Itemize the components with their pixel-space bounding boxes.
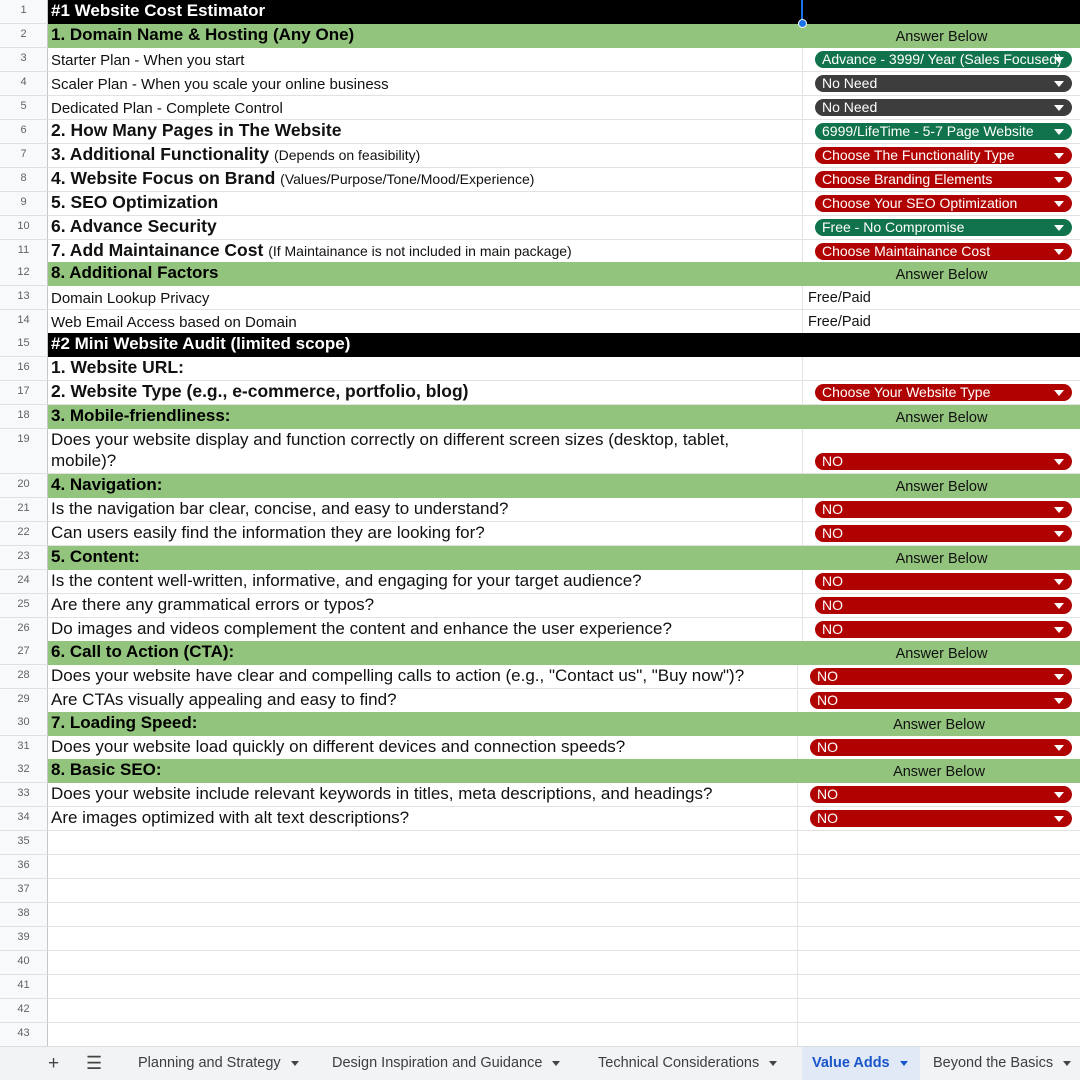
sheet-row [0,879,1080,903]
cell-a[interactable] [48,689,798,713]
cell-b[interactable] [803,357,1080,381]
dropdown-chip[interactable] [815,384,1072,401]
cell-a[interactable] [48,975,798,999]
cell-text: Are CTAs visually appealing and easy to find? [51,690,397,709]
cell-b[interactable] [803,333,1080,357]
cell-b[interactable] [803,618,1080,642]
tab-design-inspiration[interactable]: Design Inspiration and Guidance [322,1047,580,1080]
sheet-row [0,783,1080,807]
chevron-down-icon [1054,57,1064,63]
cell-a[interactable] [48,879,798,903]
cell-b[interactable] [803,381,1080,405]
row-number[interactable]: 14 [0,310,48,334]
row-number[interactable]: 43 [0,1023,48,1048]
dropdown-chip[interactable] [815,195,1072,212]
cell-b[interactable] [798,951,1080,975]
cell-text: Can users easily find the information they are looking for? [51,523,485,542]
chevron-down-icon [1054,507,1064,513]
cell-a[interactable] [48,665,798,689]
row-number[interactable]: 1 [0,0,48,24]
cell-b[interactable] [803,72,1080,96]
cell-b[interactable] [798,903,1080,927]
dropdown-chip[interactable] [810,810,1072,827]
row-number[interactable]: 16 [0,357,48,381]
sheet-row [0,712,1080,736]
cell-text: Domain Lookup Privacy [51,290,210,307]
sheet-row [0,286,1080,310]
cell-b[interactable] [803,240,1080,264]
sheet-row [0,240,1080,264]
chevron-down-icon [1054,249,1064,255]
chevron-down-icon [1054,792,1064,798]
dropdown-value: Free - No Compromise [822,219,965,235]
sheet-row [0,24,1080,48]
chevron-down-icon [1063,1061,1071,1066]
chevron-down-icon [1054,745,1064,751]
chevron-down-icon [1054,390,1064,396]
sheet-row [0,333,1080,357]
cell-text: 3. Additional Functionality (Depends on feasibility) [51,144,421,164]
row-number[interactable]: 34 [0,807,48,831]
row-number[interactable]: 36 [0,855,48,879]
dropdown-value: No Need [822,75,878,91]
cell-b[interactable] [803,570,1080,594]
chevron-down-icon [1054,177,1064,183]
answer-below-label: Answer Below [895,646,988,662]
row-number[interactable]: 21 [0,498,48,522]
cell-text: 6. Call to Action (CTA): [51,642,235,661]
dropdown-chip[interactable] [815,453,1072,470]
cell-a[interactable] [48,1023,798,1048]
cell-text: Do images and videos complement the content and enhance the user experience? [51,619,672,638]
cell-text: 1. Domain Name & Hosting (Any One) [51,25,355,44]
sheet-row [0,641,1080,665]
cell-note: (Depends on feasibility) [273,147,421,163]
dropdown-chip[interactable] [815,243,1072,260]
answer-below-label: Answer Below [893,717,985,733]
dropdown-chip[interactable] [810,739,1072,756]
cell-b[interactable] [798,975,1080,999]
dropdown-chip[interactable] [815,75,1072,92]
dropdown-value: NO [817,810,838,826]
cell-a[interactable] [48,168,803,192]
row-number[interactable]: 15 [0,333,48,357]
row-number[interactable]: 40 [0,951,48,975]
answer-below-label: Answer Below [895,267,988,283]
chevron-down-icon [1054,153,1064,159]
plus-icon[interactable]: + [48,1053,60,1074]
dropdown-value: Choose Your SEO Optimization [822,195,1018,211]
cell-a[interactable] [48,736,798,760]
cell-b[interactable] [803,546,1080,570]
row-number[interactable]: 2 [0,24,48,48]
row-number[interactable]: 33 [0,783,48,807]
sheet-tab-bar [0,1046,1080,1080]
dropdown-chip[interactable] [815,51,1072,68]
sheet-row [0,618,1080,642]
cell-b[interactable] [803,262,1080,286]
sheet-row [0,120,1080,144]
chevron-down-icon [1054,459,1064,465]
chevron-down-icon [1054,627,1064,633]
cell-b[interactable] [803,120,1080,144]
dropdown-chip[interactable] [810,692,1072,709]
chevron-down-icon [1054,105,1064,111]
sheet-row [0,736,1080,760]
cell-text: Are images optimized with alt text descriptions? [51,808,410,827]
cell-text: 5. Content: [51,547,140,566]
dropdown-value: NO [822,501,843,517]
tab-technical-considerations[interactable]: Technical Considerations [588,1047,798,1080]
chevron-down-icon [1054,81,1064,87]
cell-text: 2. How Many Pages in The Website [51,120,342,140]
dropdown-chip[interactable] [815,525,1072,542]
row-number[interactable]: 3 [0,48,48,72]
dropdown-value: NO [822,453,843,469]
cell-b[interactable] [803,144,1080,168]
dropdown-chip[interactable] [815,621,1072,638]
cell-a[interactable] [48,903,798,927]
answer-below-label: Answer Below [895,29,988,45]
dropdown-chip[interactable] [815,171,1072,188]
cell-b[interactable] [803,48,1080,72]
row-number[interactable]: 41 [0,975,48,999]
cell-b[interactable] [798,689,1080,713]
dropdown-value: NO [817,692,838,708]
dropdown-value: NO [822,525,843,541]
dropdown-chip[interactable] [810,786,1072,803]
row-number[interactable]: 17 [0,381,48,405]
cell-text: Scaler Plan - When you scale your online business [51,76,389,93]
dropdown-value: NO [817,668,838,684]
row-number[interactable]: 38 [0,903,48,927]
sheet-row [0,262,1080,286]
selection-fill-handle[interactable] [798,19,807,28]
sheet-row [0,381,1080,405]
answer-below-label: Answer Below [895,551,988,567]
sheet-row [0,689,1080,713]
cell-text: Does your website load quickly on different devices and connection speeds? [51,737,626,756]
sheet-row [0,951,1080,975]
sheet-row [0,975,1080,999]
chevron-down-icon [552,1061,560,1066]
cell-text: 3. Mobile-friendliness: [51,406,231,425]
cell-b[interactable] [803,429,1080,474]
dropdown-value: No Need [822,99,878,115]
dropdown-value: Advance - 3999/ Year (Sales Focused) [822,51,1062,67]
cell-b[interactable] [798,736,1080,760]
cell-b[interactable] [803,0,1080,24]
sheet-row [0,570,1080,594]
cell-text: #1 Website Cost Estimator [51,1,266,20]
cell-a[interactable] [48,144,803,168]
sheet-row [0,168,1080,192]
chevron-down-icon [1054,674,1064,680]
dropdown-value: NO [817,739,838,755]
cell-text: Is the content well-written, informative, and engaging for your target audience? [51,571,642,590]
cell-a[interactable] [48,48,803,72]
row-number[interactable]: 29 [0,689,48,713]
dropdown-value: Choose Your Website Type [822,384,991,400]
sheet-row [0,522,1080,546]
row-number[interactable]: 5 [0,96,48,120]
cell-b[interactable] [803,474,1080,498]
cell-text: Dedicated Plan - Complete Control [51,100,283,117]
cell-a[interactable] [48,831,798,855]
row-number[interactable]: 27 [0,641,48,665]
list-icon[interactable]: ☰ [86,1053,103,1073]
cell-text: Does your website have clear and compelling calls to action (e.g., "Contact us", "Buy now")? [51,666,745,685]
sheet-row [0,429,1080,474]
cell-a[interactable] [48,240,803,264]
cell-a[interactable] [48,712,798,736]
dropdown-value: NO [822,621,843,637]
sheet-row [0,474,1080,498]
cell-text: Web Email Access based on Domain [51,314,297,331]
row-number[interactable]: 39 [0,927,48,951]
cell-a[interactable] [48,357,803,381]
cell-a[interactable] [48,951,798,975]
cell-a[interactable] [48,0,803,24]
row-number[interactable]: 31 [0,736,48,760]
cell-b[interactable] [803,522,1080,546]
row-number[interactable]: 12 [0,262,48,286]
cell-text: #2 Mini Website Audit (limited scope) [51,334,351,353]
answer-below-label: Answer Below [895,479,988,495]
cell-b[interactable] [803,405,1080,429]
cell-a[interactable] [48,594,803,618]
dropdown-value: NO [817,786,838,802]
cell-text: 7. Add Maintainance Cost (If Maintainance is not included in main package) [51,240,572,260]
cell-b[interactable] [798,879,1080,903]
cell-a[interactable] [48,333,803,357]
sheet-row [0,546,1080,570]
chevron-down-icon [1054,129,1064,135]
value-text: Free/Paid [808,290,871,306]
cell-a[interactable] [48,783,798,807]
dropdown-chip[interactable] [815,99,1072,116]
cell-a[interactable] [48,405,803,429]
row-number[interactable]: 13 [0,286,48,310]
cell-a[interactable] [48,999,798,1023]
row-number[interactable]: 11 [0,240,48,264]
cell-a[interactable] [48,96,803,120]
cell-b[interactable] [803,310,1080,334]
cell-a[interactable] [48,192,803,216]
chevron-down-icon [1054,531,1064,537]
chevron-down-icon [1054,579,1064,585]
chevron-down-icon [1054,698,1064,704]
row-number[interactable]: 19 [0,429,48,474]
row-number[interactable]: 23 [0,546,48,570]
sheet-row [0,96,1080,120]
chevron-down-icon [900,1061,908,1066]
dropdown-chip[interactable] [810,668,1072,685]
dropdown-value: Choose The Functionality Type [822,147,1015,163]
row-number[interactable]: 6 [0,120,48,144]
dropdown-chip[interactable] [815,123,1072,140]
cell-note: (If Maintainance is not included in main package) [268,243,572,259]
dropdown-value: Choose Maintainance Cost [822,243,991,259]
sheet-row [0,903,1080,927]
sheet-row [0,144,1080,168]
dropdown-chip[interactable] [815,501,1072,518]
cell-b[interactable] [798,807,1080,831]
sheet-row [0,927,1080,951]
cell-b[interactable] [798,855,1080,879]
cell-b[interactable] [798,927,1080,951]
cell-a[interactable] [48,24,803,48]
cell-a[interactable] [48,120,803,144]
row-number[interactable]: 25 [0,594,48,618]
cell-a[interactable] [48,522,803,546]
cell-b[interactable] [798,759,1080,783]
chevron-down-icon [1054,816,1064,822]
row-number[interactable]: 18 [0,405,48,429]
cell-a[interactable] [48,641,803,665]
sheet-row [0,0,1080,24]
sheet-row [0,1023,1080,1048]
value-text: Free/Paid [808,314,871,330]
cell-a[interactable] [48,927,798,951]
cell-text: 8. Basic SEO: [51,760,162,779]
row-number[interactable]: 32 [0,759,48,783]
row-number[interactable]: 42 [0,999,48,1023]
cell-a[interactable] [48,498,803,522]
dropdown-value: NO [822,597,843,613]
row-number[interactable]: 4 [0,72,48,96]
cell-b[interactable] [803,192,1080,216]
chevron-down-icon [291,1061,299,1066]
sheet-row [0,310,1080,334]
cell-a[interactable] [48,618,803,642]
cell-a[interactable] [48,570,803,594]
sheet-row [0,216,1080,240]
cell-a[interactable] [48,216,803,240]
row-number[interactable]: 20 [0,474,48,498]
sheet-row [0,405,1080,429]
cell-text: Are there any grammatical errors or typos? [51,595,375,614]
cell-text: 6. Advance Security [51,216,217,236]
dropdown-chip[interactable] [815,597,1072,614]
cell-text: 5. SEO Optimization [51,192,219,212]
dropdown-chip[interactable] [815,219,1072,236]
sheet-row [0,357,1080,381]
cell-a[interactable] [48,759,798,783]
cell-b[interactable] [798,831,1080,855]
sheet-row [0,807,1080,831]
row-number[interactable]: 24 [0,570,48,594]
cell-b[interactable] [798,665,1080,689]
row-number[interactable]: 28 [0,665,48,689]
tab-planning-and-strategy[interactable]: Planning and Strategy [128,1047,314,1080]
cell-text: 4. Website Focus on Brand (Values/Purpose/Tone/Mood/Experience) [51,168,535,188]
cell-b[interactable] [803,216,1080,240]
row-number[interactable]: 30 [0,712,48,736]
cell-a[interactable] [48,855,798,879]
sheet-row [0,759,1080,783]
chevron-down-icon [1054,225,1064,231]
cell-b[interactable] [803,168,1080,192]
dropdown-chip[interactable] [815,147,1072,164]
cell-text: Starter Plan - When you start [51,52,245,69]
cell-b[interactable] [803,96,1080,120]
row-number[interactable]: 37 [0,879,48,903]
cell-a[interactable] [48,286,803,310]
cell-b[interactable] [803,594,1080,618]
cell-b[interactable] [798,1023,1080,1048]
chevron-down-icon [1054,201,1064,207]
row-number[interactable]: 8 [0,168,48,192]
sheet-row [0,594,1080,618]
chevron-down-icon [769,1061,777,1066]
cell-a[interactable] [48,429,803,474]
row-number[interactable]: 35 [0,831,48,855]
cell-a[interactable] [48,262,803,286]
row-number[interactable]: 9 [0,192,48,216]
sheet-row [0,855,1080,879]
answer-below-label: Answer Below [895,410,988,426]
sheet-row [0,831,1080,855]
cell-text: Does your website display and function correctly on different screen sizes (desktop, tablet, mobile)? [51,430,730,470]
row-number[interactable]: 26 [0,618,48,642]
answer-below-label: Answer Below [893,764,985,780]
dropdown-chip[interactable] [815,573,1072,590]
chevron-down-icon [1054,603,1064,609]
dropdown-value: NO [822,573,843,589]
cell-a[interactable] [48,546,803,570]
cell-a[interactable] [48,381,803,405]
cell-text: 2. Website Type (e.g., e-commerce, portfolio, blog) [51,381,469,401]
cell-text: 8. Additional Factors [51,263,219,282]
cell-text: 4. Navigation: [51,475,163,494]
sheet-row [0,48,1080,72]
cell-a[interactable] [48,807,798,831]
tab-beyond-the-basics[interactable]: Beyond the Basics [923,1047,1080,1080]
cell-note: (Values/Purpose/Tone/Mood/Experience) [280,171,535,187]
sheet-row [0,498,1080,522]
cell-a[interactable] [48,310,803,334]
sheet-row [0,192,1080,216]
row-number[interactable]: 10 [0,216,48,240]
cell-b[interactable] [803,24,1080,48]
cell-text: Does your website include relevant keywords in titles, meta descriptions, and headings? [51,784,713,803]
cell-b[interactable] [803,641,1080,665]
cell-b[interactable] [803,286,1080,310]
cell-b[interactable] [798,712,1080,736]
cell-a[interactable] [48,72,803,96]
cell-text: Is the navigation bar clear, concise, and easy to understand? [51,499,509,518]
cell-text: 1. Website URL: [51,357,184,377]
row-number[interactable]: 7 [0,144,48,168]
dropdown-value: Choose Branding Elements [822,171,993,187]
dropdown-value: 6999/LifeTime - 5-7 Page Website [822,123,1034,139]
cell-b[interactable] [798,999,1080,1023]
cell-b[interactable] [803,498,1080,522]
cell-a[interactable] [48,474,803,498]
sheet-row [0,999,1080,1023]
sheet-row [0,72,1080,96]
tab-value-adds[interactable]: Value Adds [802,1047,920,1080]
cell-text: 7. Loading Speed: [51,713,198,732]
row-number[interactable]: 22 [0,522,48,546]
cell-b[interactable] [798,783,1080,807]
sheet-row [0,665,1080,689]
